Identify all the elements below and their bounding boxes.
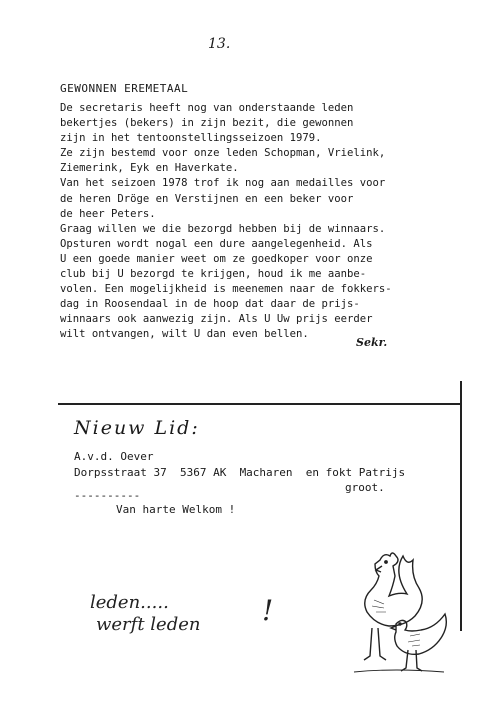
member-name: A.v.d. Oever	[74, 450, 154, 463]
body-line: de heren Dröge en Verstijnen en een beker voor	[60, 192, 354, 205]
box-top-border	[58, 403, 462, 405]
handwriting-exclaim: !	[262, 594, 274, 627]
member-address: Dorpsstraat 37 5367 AK Macharen en fokt Patrijs	[74, 466, 406, 479]
body-line: De secretaris heeft nog van onderstaande leden	[60, 102, 354, 114]
body-line: U een goede manier weet om ze goedkoper voor onze	[60, 252, 373, 265]
body-line: Van het seizoen 1978 trof ik nog aan medailles voor	[60, 177, 386, 190]
chicken-illustration-icon	[350, 540, 450, 680]
member-address-cont: groot.	[345, 481, 385, 494]
box-right-border	[460, 381, 462, 631]
handwriting-line1: leden.....	[90, 592, 169, 613]
body-line: Ziemerink, Eyk en Haverkate.	[60, 162, 239, 175]
body-line: de heer Peters.	[60, 207, 156, 220]
body-line: Opsturen wordt nogal een dure aangelegenheid. Als	[60, 237, 373, 250]
handwriting-line2: werft leden	[96, 614, 201, 635]
page-number: 13.	[208, 36, 231, 52]
signature: Sekr.	[356, 336, 388, 349]
body-line: volen. Een mogelijkheid is meenemen naar de fokkers-	[60, 283, 392, 296]
body-line: winnaars ook aanwezig zijn. Als U Uw prijs eerder	[60, 313, 373, 326]
body-line: club bij U bezorgd te krijgen, houd ik me aanbe-	[60, 268, 367, 281]
body-line: bekertjes (bekers) in zijn bezit, die gewonnen	[60, 117, 354, 130]
body-line: dag in Roosendaal in de hoop dat daar de prijs-	[60, 298, 360, 311]
body-text	[60, 101, 392, 343]
heading: GEWONNEN EREMETAAL	[60, 82, 189, 95]
new-member-title: Nieuw Lid:	[74, 417, 200, 439]
body-line: Ze zijn bestemd voor onze leden Schopman, Vrielink,	[60, 147, 386, 160]
body-line: wilt ontvangen, wilt U dan even bellen.	[60, 328, 309, 341]
body-line: zijn in het tentoonstellingsseizoen 1979.	[60, 132, 322, 145]
welcome-text: Van harte Welkom !	[116, 503, 236, 516]
divider: ----------	[74, 489, 141, 502]
body-line: Graag willen we die bezorgd hebben bij de winnaars.	[60, 222, 386, 235]
